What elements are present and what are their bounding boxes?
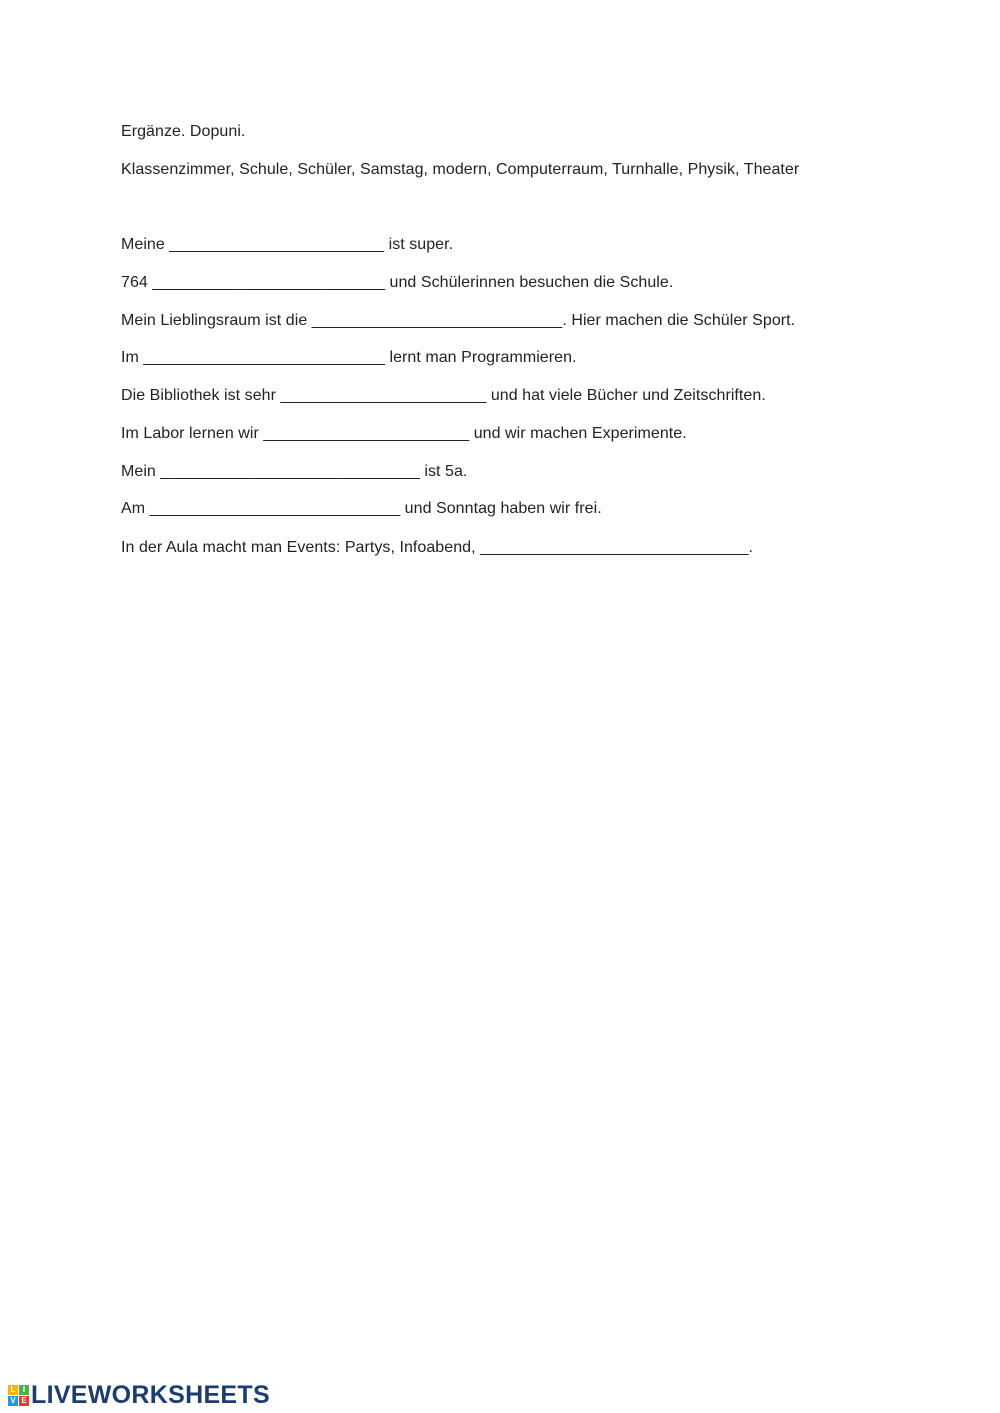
sentence-text: und Schülerinnen besuchen die Schule. — [385, 274, 674, 291]
sentence-4 — [121, 348, 577, 368]
sentence-8 — [121, 499, 602, 519]
sentence-text: und Sonntag haben wir frei. — [400, 500, 602, 517]
sentence-6 — [121, 424, 687, 444]
answer-blank-5[interactable]: _______________________ — [280, 387, 487, 404]
sentence-9 — [121, 538, 753, 558]
answer-blank-9[interactable]: ______________________________ — [480, 539, 749, 556]
answer-blank-6[interactable]: _______________________ — [263, 425, 470, 442]
liveworksheets-footer — [8, 1381, 270, 1409]
answer-blank-2[interactable]: __________________________ — [152, 274, 386, 291]
answer-blank-1[interactable]: ________________________ — [169, 236, 385, 253]
sentence-text: ist super. — [384, 236, 454, 253]
sentence-text: und hat viele Bücher und Zeitschriften. — [486, 387, 766, 404]
sentence-text: In der Aula macht man Events: Partys, Infoabend, — [121, 539, 481, 556]
sentence-text: Mein — [121, 463, 161, 480]
answer-blank-8[interactable]: ____________________________ — [149, 500, 401, 517]
logo-tile-l: L — [8, 1385, 18, 1395]
brand-wordmark: LIVEWORKSHEETS — [31, 1381, 270, 1409]
answer-blank-7[interactable]: _____________________________ — [160, 463, 420, 480]
sentence-5 — [121, 386, 766, 406]
sentence-text: Am — [121, 500, 150, 517]
sentence-7 — [121, 462, 467, 482]
answer-blank-4[interactable]: ___________________________ — [143, 349, 385, 366]
sentence-text: . Hier machen die Schüler Sport. — [562, 312, 796, 329]
word-bank: Klassenzimmer, Schule, Schüler, Samstag, modern, Computerraum, Turnhalle, Physik, Theater — [121, 161, 800, 178]
instruction-heading: Ergänze. Dopuni. — [121, 123, 246, 140]
sentence-text: Im Labor lernen wir — [121, 425, 264, 442]
sentence-text: und wir machen Experimente. — [469, 425, 687, 442]
sentence-text: Meine — [121, 236, 170, 253]
liveworksheets-logo-icon — [8, 1385, 29, 1406]
sentence-1 — [121, 235, 453, 255]
sentence-2 — [121, 273, 673, 293]
logo-tile-v: V — [8, 1396, 18, 1406]
sentence-text: lernt man Programmieren. — [384, 349, 577, 366]
logo-tile-e: E — [19, 1396, 29, 1406]
sentence-3 — [121, 311, 795, 331]
sentence-text: Die Bibliothek ist sehr — [121, 387, 281, 404]
answer-blank-3[interactable]: ____________________________ — [311, 312, 563, 329]
logo-tile-i: I — [19, 1385, 29, 1395]
sentence-text: 764 — [121, 274, 153, 291]
sentence-text: Mein Lieblingsraum ist die — [121, 312, 312, 329]
sentence-text: Im — [121, 349, 144, 366]
sentence-text: . — [748, 539, 754, 556]
sentence-text: ist 5a. — [419, 463, 468, 480]
